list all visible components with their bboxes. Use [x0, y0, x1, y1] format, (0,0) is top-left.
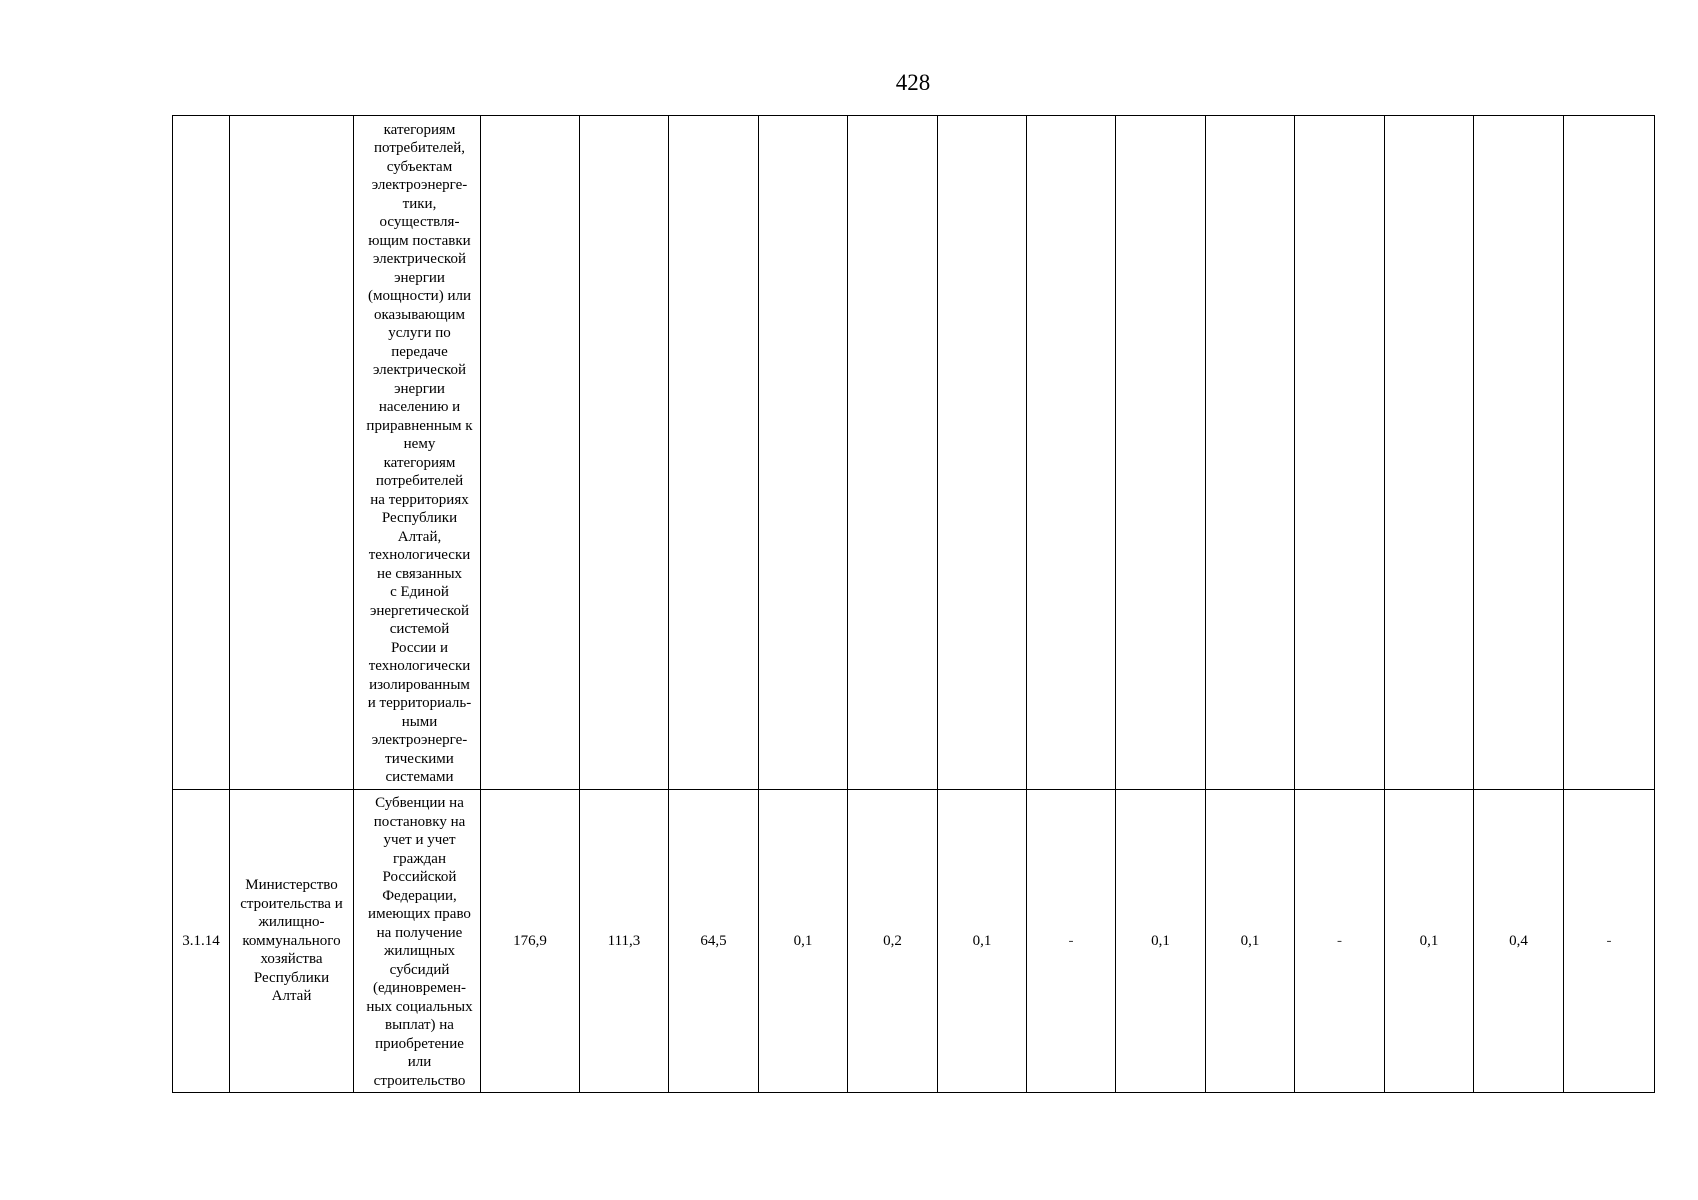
description-line: имеющих право: [368, 906, 471, 922]
page-number: 428: [895, 70, 931, 95]
cell-number: 3.1.14: [173, 790, 230, 1093]
description-line: потребителей: [375, 473, 464, 489]
description-line: электроэнерге-: [371, 732, 468, 748]
organization-line: хозяйства: [260, 951, 323, 968]
description-line: жилищных: [383, 943, 456, 959]
description-line: граждан: [393, 850, 446, 867]
cell-value: 176,9: [481, 790, 580, 1093]
organization-line: Алтай: [271, 988, 312, 1005]
organization-line: коммунального: [242, 932, 341, 949]
cell-value: -: [1564, 790, 1655, 1093]
description-line: электрической: [373, 362, 466, 378]
description-line: ющим поставки: [368, 232, 471, 249]
description-line: или: [407, 1054, 432, 1070]
description-line: технологически: [368, 547, 471, 563]
cell-value: [1385, 116, 1474, 790]
cell-value: 0,1: [1116, 790, 1206, 1093]
description-line: Российской: [382, 869, 457, 885]
cell-value: [1295, 116, 1385, 790]
description-line: нему: [403, 436, 436, 452]
description-line: учет и учет: [383, 832, 456, 848]
description-line: (мощности) или: [368, 288, 471, 304]
cell-value: [759, 116, 848, 790]
cell-value: 0,4: [1474, 790, 1564, 1093]
description-line: постановку на: [373, 813, 466, 830]
cell-value: -: [1295, 790, 1385, 1093]
description-line: выплат) на: [385, 1017, 454, 1033]
description-line: Федерации,: [382, 887, 457, 904]
cell-value: [580, 116, 669, 790]
cell-value: [848, 116, 938, 790]
cell-value: 64,5: [669, 790, 759, 1093]
description-line: услуги по: [388, 325, 451, 341]
cell-value: [1027, 116, 1116, 790]
cell-value: [481, 116, 580, 790]
description-line: России и: [391, 639, 448, 656]
cell-value: 0,1: [938, 790, 1027, 1093]
description-line: субъектам: [386, 158, 453, 175]
description-line: тическими: [385, 750, 454, 767]
organization-line: жилищно-: [258, 914, 325, 931]
organization-line: строительства и: [240, 895, 343, 912]
description-line: системами: [385, 769, 454, 785]
table-row-3-1-14: [173, 790, 1655, 1093]
cell-value: 0,1: [1385, 790, 1474, 1093]
description-line: Республики: [381, 510, 458, 526]
description-line: на территориях: [370, 491, 469, 508]
cell-value: 111,3: [580, 790, 669, 1093]
cell-value: [1564, 116, 1655, 790]
description-line: оказывающим: [373, 306, 466, 323]
description-line: Алтай,: [397, 528, 442, 545]
description-line: Субвенции на: [375, 795, 464, 811]
description-line: электрической: [373, 251, 466, 267]
description-line: энергии: [394, 269, 445, 286]
cell-value: [1116, 116, 1206, 790]
description-line: (единовремен-: [372, 980, 467, 996]
budget-table: [172, 115, 1655, 1093]
organization-line: Министерство: [245, 877, 338, 894]
description-line: электроэнерге-: [371, 177, 468, 193]
cell-value: [1474, 116, 1564, 790]
description-line: приравненным к: [366, 417, 473, 434]
description-line: населению и: [378, 399, 461, 415]
cell-number: [173, 116, 230, 790]
cell-value: [938, 116, 1027, 790]
cell-value: [669, 116, 759, 790]
cell-value: 0,1: [759, 790, 848, 1093]
cell-value: -: [1027, 790, 1116, 1093]
description-line: энергии: [394, 380, 445, 397]
cell-organization: [230, 116, 354, 790]
description-line: с Единой: [390, 584, 449, 600]
description-line: категориям: [383, 121, 456, 138]
description-line: ных социальных: [366, 998, 473, 1015]
cell-value: 0,1: [1206, 790, 1295, 1093]
description-line: субсидий: [389, 961, 450, 978]
description-line: не связанных: [376, 565, 463, 582]
description-line: ными: [401, 713, 438, 730]
description-line: осуществля-: [379, 214, 460, 230]
description-line: потребителей,: [373, 140, 466, 156]
description-line: технологически: [368, 658, 471, 674]
description-line: изолированным: [369, 676, 470, 693]
cell-description: [354, 790, 481, 1093]
organization-line: Республики: [253, 969, 330, 986]
description-line: энергетической: [369, 602, 470, 619]
cell-value: 0,2: [848, 790, 938, 1093]
description-line: и территориаль-: [367, 695, 472, 711]
description-line: тики,: [402, 195, 437, 212]
description-line: приобретение: [375, 1035, 464, 1052]
cell-value: [1206, 116, 1295, 790]
description-line: на получение: [376, 924, 463, 941]
description-line: категориям: [383, 454, 456, 471]
cell-organization: [230, 790, 354, 1093]
description-line: строительство: [373, 1072, 466, 1089]
table-row-continued: [173, 116, 1655, 790]
description-line: системой: [389, 621, 450, 637]
description-line: передаче: [391, 343, 448, 360]
cell-description: [354, 116, 481, 790]
